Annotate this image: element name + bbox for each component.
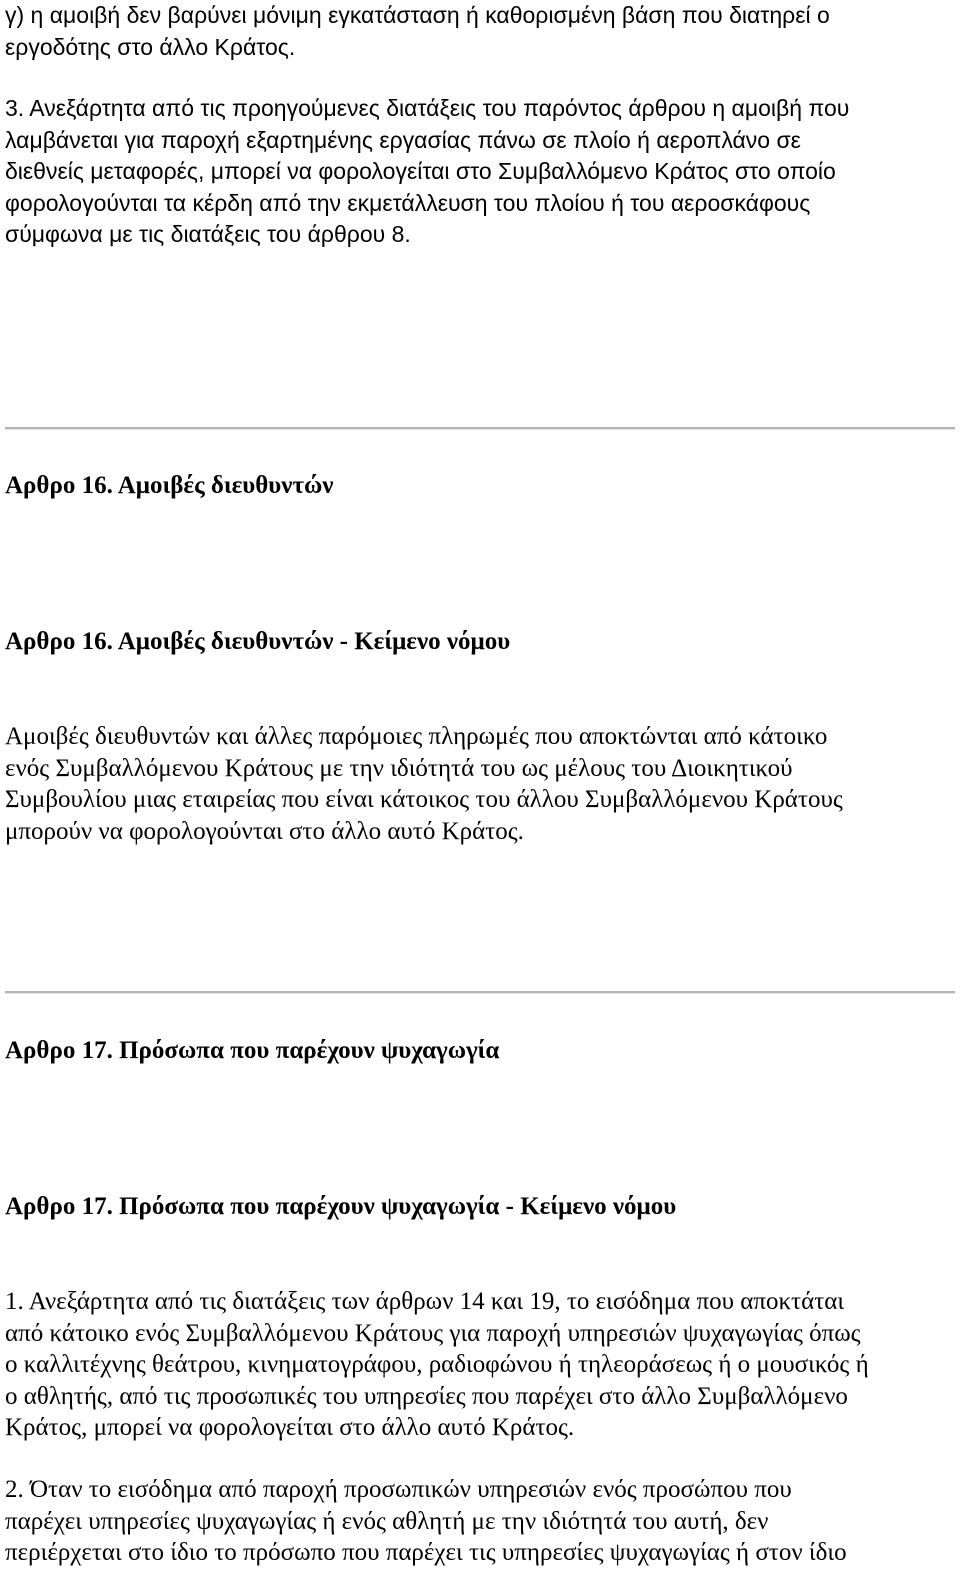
article-17-subtitle: Αρθρο 17. Πρόσωπα που παρέχουν ψυχαγωγία - Κείμενο νόμου — [5, 1193, 677, 1220]
section-divider — [5, 427, 955, 430]
text-line: από κάτοικο ενός Συμβαλλόμενου Κράτους για παροχή υπηρεσιών ψυχαγωγίας όπως — [5, 1319, 861, 1347]
text-line: σύμφωνα με τις διατάξεις του άρθρου 8. — [5, 221, 411, 247]
text-line: λαμβάνεται για παροχή εξαρτημένης εργασίας πάνω σε πλοίο ή αεροπλάνο σε — [5, 126, 801, 153]
text-line: 1. Ανεξάρτητα από τις διατάξεις των άρθρων 14 και 19, το εισόδημα που αποκτάται — [5, 1288, 845, 1315]
text-line: περιέρχεται στο ίδιο το πρόσωπο που παρέχει τις υπηρεσίες ψυχαγωγίας ή στον ίδιο — [5, 1539, 847, 1566]
article-17-paragraph-1 — [5, 1286, 955, 1444]
text-line: διεθνείς μεταφορές, μπορεί να φορολογείται στο Συμβαλλόμενο Κράτος στο οποίο — [5, 158, 836, 184]
article-17-paragraph-2 — [5, 1474, 955, 1569]
text-line: ο καλλιτέχνης θεάτρου, κινηματογράφου, ραδιοφώνου ή τηλεοράσεως ή ο μουσικός ή — [5, 1351, 869, 1378]
article-16-body — [5, 721, 955, 847]
text-line: ο αθλητής, από τις προσωπικές του υπηρεσίες που παρέχει στο άλλο Συμβαλλόμενο — [5, 1382, 848, 1410]
text-line: Αμοιβές διευθυντών και άλλες παρόμοιες πληρωμές που αποκτώνται από κάτοικο — [5, 723, 828, 750]
text-line: 2. Όταν το εισόδημα από παροχή προσωπικών υπηρεσιών ενός προσώπου που — [5, 1476, 792, 1503]
article-17-title: Αρθρο 17. Πρόσωπα που παρέχουν ψυχαγωγία — [5, 1037, 500, 1064]
text-line: ενός Συμβαλλόμενου Κράτους με την ιδιότητά του ως μέλους του Διοικητικού — [5, 754, 793, 782]
text-line: γ) η αμοιβή δεν βαρύνει μόνιμη εγκατάσταση ή καθορισμένη βάση που διατηρεί ο — [5, 2, 830, 28]
text-line: παρέχει υπηρεσίες ψυχαγωγίας ή ενός αθλητή με την ιδιότητά του αυτή, δεν — [5, 1507, 769, 1535]
text-line: Κράτος, μπορεί να φορολογείται στο άλλο αυτό Κράτος. — [5, 1414, 575, 1441]
article-16-subtitle: Αρθρο 16. Αμοιβές διευθυντών - Κείμενο νόμου — [5, 628, 511, 655]
section-divider — [5, 991, 955, 994]
text-line: 3. Ανεξάρτητα από τις προηγούμενες διατάξεις του παρόντος άρθρου η αμοιβή που — [5, 95, 850, 121]
article-16-title: Αρθρο 16. Αμοιβές διευθυντών — [5, 472, 334, 499]
text-line: μπορούν να φορολογούνται στο άλλο αυτό Κράτος. — [5, 817, 524, 845]
text-line: εργοδότης στο άλλο Κράτος. — [5, 33, 296, 60]
article-15-paragraph-3 — [5, 93, 955, 251]
article-15-paragraph-2-end — [5, 0, 955, 63]
text-line: Συμβουλίου μιας εταιρείας που είναι κάτοικος του άλλου Συμβαλλόμενου Κράτους — [5, 786, 843, 813]
text-line: φορολογούνται τα κέρδη από την εκμετάλλευση του πλοίου ή του αεροσκάφους — [5, 189, 811, 216]
